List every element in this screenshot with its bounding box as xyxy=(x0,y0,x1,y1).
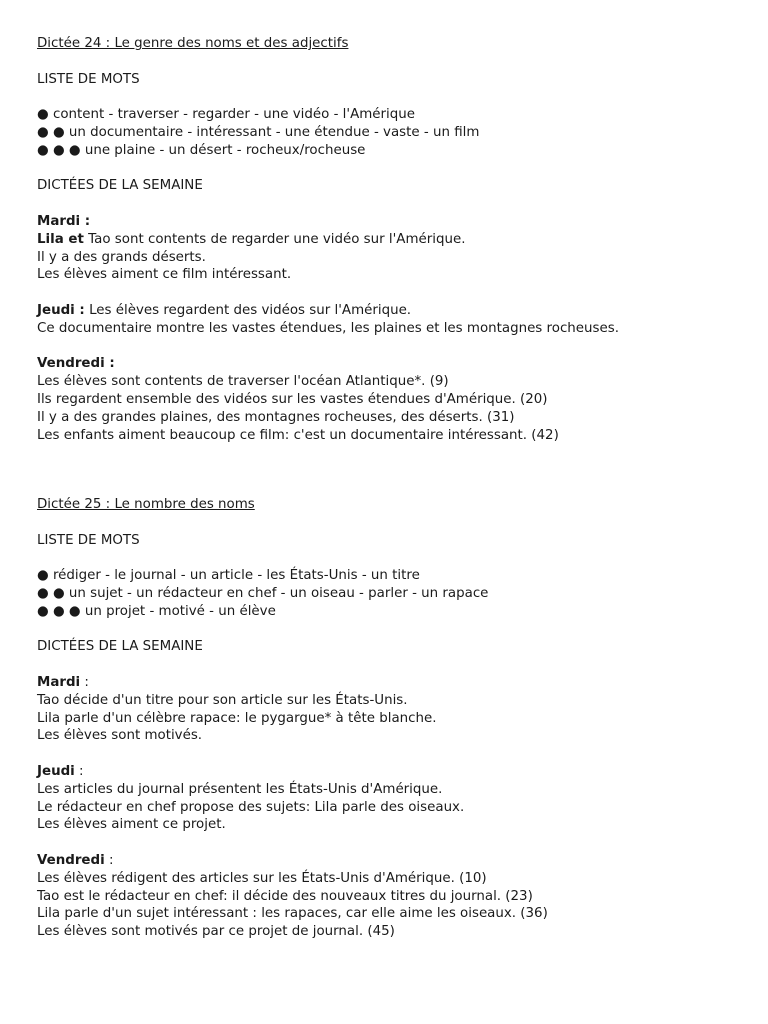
word-list-item: ● rédiger - le journal - un article - les États-Unis - un titre xyxy=(37,568,420,584)
word-list-item: ● ● un sujet - un rédacteur en chef - un oiseau - parler - un rapace xyxy=(37,585,489,601)
day-label-vendredi: Vendredi : xyxy=(37,852,114,868)
dictation-line: Lila parle d'un célèbre rapace: le pygargue* à tête blanche. xyxy=(37,710,437,726)
dictation-line: Il y a des grandes plaines, des montagnes rocheuses, des déserts. (31) xyxy=(37,409,515,425)
dictee-25-title: Dictée 25 : Le nombre des noms xyxy=(37,497,255,512)
dictee-24-title: Dictée 24 : Le genre des noms et des adjectifs xyxy=(37,36,349,51)
dictation-line: Le rédacteur en chef propose des sujets: Lila parle des oiseaux. xyxy=(37,799,465,815)
dictation-line: Les élèves sont contents de traverser l'océan Atlantique*. (9) xyxy=(37,374,449,390)
dictation-line: Il y a des grands déserts. xyxy=(37,249,206,265)
word-list-heading: LISTE DE MOTS xyxy=(37,71,140,87)
day-label-mardi: Mardi : xyxy=(37,674,89,690)
dictation-line: Les élèves sont motivés. xyxy=(37,728,203,744)
word-list-item: ● content - traverser - regarder - une vidéo - l'Amérique xyxy=(37,107,415,123)
dictation-line: Ils regardent ensemble des vidéos sur les vastes étendues d'Amérique. (20) xyxy=(37,391,548,407)
day-label-mardi: Mardi : xyxy=(37,213,91,229)
dictation-line: Ce documentaire montre les vastes étendues, les plaines et les montagnes rocheuses. xyxy=(37,320,619,336)
dictation-line: Tao est le rédacteur en chef: il décide des nouveaux titres du journal. (23) xyxy=(37,888,533,904)
word-list-item: ● ● ● un projet - motivé - un élève xyxy=(37,603,276,619)
dictation-line: Les articles du journal présentent les États-Unis d'Amérique. xyxy=(37,781,443,797)
level-dots: ● ● xyxy=(37,124,65,140)
day-label-jeudi: Jeudi : Les élèves regardent des vidéos sur l'Amérique. xyxy=(37,302,412,318)
dictation-line: Les élèves aiment ce projet. xyxy=(37,817,226,833)
dictation-line: Les élèves rédigent des articles sur les États-Unis d'Amérique. (10) xyxy=(37,870,487,886)
day-label-jeudi: Jeudi : xyxy=(37,763,84,779)
dictation-line: Les élèves sont motivés par ce projet de journal. (45) xyxy=(37,924,395,940)
dictee-24-section xyxy=(37,35,737,444)
week-dictations-heading: DICTÉES DE LA SEMAINE xyxy=(37,178,203,194)
dictation-line: Tao décide d'un titre pour son article sur les États-Unis. xyxy=(37,692,408,708)
word-list-item: ● ● un documentaire - intéressant - une étendue - vaste - un film xyxy=(37,124,480,140)
level-dots: ● ● ● xyxy=(37,603,81,619)
dictation-line: Les enfants aiment beaucoup ce film: c'est un documentaire intéressant. (42) xyxy=(37,427,559,443)
level-dots: ● xyxy=(37,568,49,584)
level-dots: ● ● ● xyxy=(37,142,81,158)
word-list-item: ● ● ● une plaine - un désert - rocheux/rocheuse xyxy=(37,142,366,158)
word-list-heading: LISTE DE MOTS xyxy=(37,532,140,548)
level-dots: ● xyxy=(37,107,49,123)
dictation-line: Les élèves aiment ce film intéressant. xyxy=(37,267,292,283)
dictee-25-section xyxy=(37,496,737,941)
week-dictations-heading: DICTÉES DE LA SEMAINE xyxy=(37,639,203,655)
day-label-vendredi: Vendredi : xyxy=(37,356,115,372)
level-dots: ● ● xyxy=(37,585,65,601)
dictation-line: Lila parle d'un sujet intéressant : les rapaces, car elle aime les oiseaux. (36) xyxy=(37,906,548,922)
dictation-line: Lila et Tao sont contents de regarder une vidéo sur l'Amérique. xyxy=(37,231,466,247)
